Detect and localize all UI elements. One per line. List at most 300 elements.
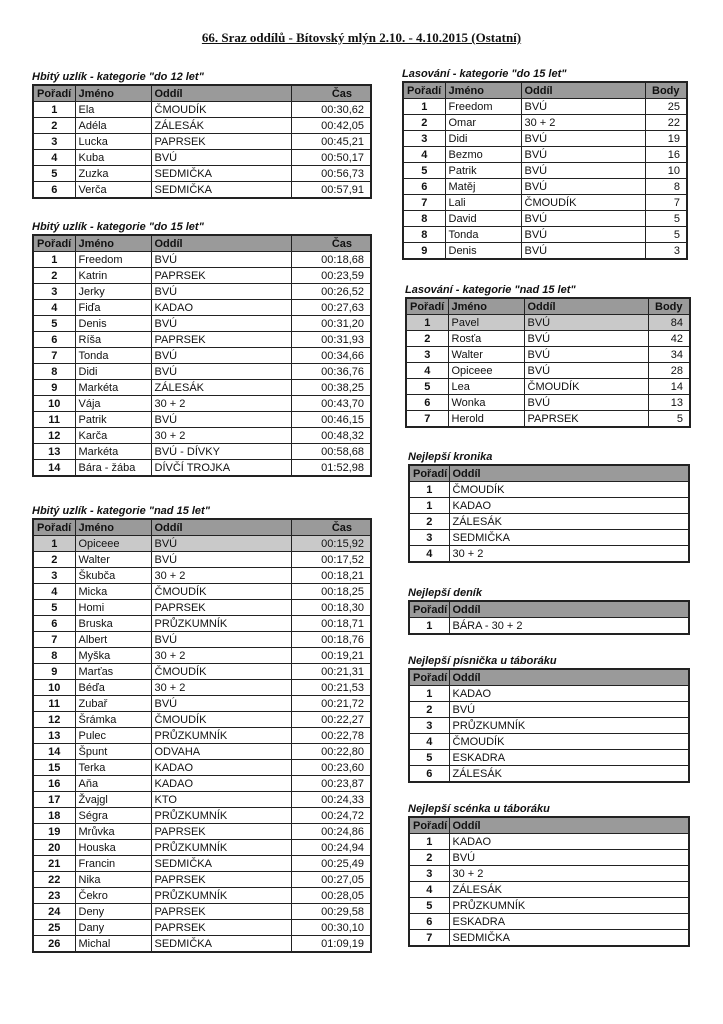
table-cell: 26 — [33, 936, 75, 953]
table-row — [33, 252, 371, 268]
table-cell: 00:42,05 — [291, 118, 371, 134]
table-cell: 00:18,30 — [291, 600, 371, 616]
table-cell: 00:31,20 — [291, 316, 371, 332]
table-cell: 5 — [406, 379, 448, 395]
table-cell: SEDMIČKA — [151, 182, 291, 199]
table-cell: Patrik — [445, 163, 521, 179]
table-cell: Walter — [448, 347, 524, 363]
table-cell: Wonka — [448, 395, 524, 411]
table-row — [409, 514, 689, 530]
table-cell: Mrůvka — [75, 824, 151, 840]
table-row — [403, 195, 687, 211]
table-row — [33, 284, 371, 300]
table-cell: SEDMIČKA — [151, 936, 291, 953]
table-row — [33, 904, 371, 920]
table-cell: 2 — [409, 514, 449, 530]
table-row — [33, 396, 371, 412]
table-cell: 16 — [33, 776, 75, 792]
table-cell: 00:24,86 — [291, 824, 371, 840]
table-cell: Houska — [75, 840, 151, 856]
results-table — [402, 81, 688, 260]
table-cell: 84 — [648, 315, 690, 331]
table-row — [406, 411, 690, 428]
table-row — [406, 379, 690, 395]
section-title: Nejlepší písnička u táboráku — [408, 655, 557, 667]
table-cell: 7 — [645, 195, 687, 211]
table-cell: ČMOUDÍK — [524, 379, 648, 395]
table-row — [33, 664, 371, 680]
table-cell: 1 — [403, 99, 445, 115]
table-cell: KADAO — [449, 686, 689, 702]
table-cell: 00:22,78 — [291, 728, 371, 744]
table-cell: 8 — [33, 648, 75, 664]
table-cell: PAPRSEK — [151, 920, 291, 936]
table-cell: 30 + 2 — [151, 396, 291, 412]
table-cell: 10 — [645, 163, 687, 179]
table-cell: 3 — [409, 718, 449, 734]
results-table — [32, 518, 372, 953]
table-cell: Dany — [75, 920, 151, 936]
table-row — [33, 936, 371, 953]
table-cell: 3 — [645, 243, 687, 260]
table-cell: PAPRSEK — [524, 411, 648, 428]
table-cell: 13 — [648, 395, 690, 411]
table-cell: 3 — [33, 134, 75, 150]
table-cell: 1 — [409, 686, 449, 702]
table-cell: 00:43,70 — [291, 396, 371, 412]
table-row — [33, 696, 371, 712]
table-cell: ESKADRA — [449, 914, 689, 930]
table-cell: DÍVČÍ TROJKA — [151, 460, 291, 477]
table-row — [33, 134, 371, 150]
table-cell: 00:18,68 — [291, 252, 371, 268]
section-lasovani-do-15 — [402, 67, 688, 260]
table-cell: 00:24,72 — [291, 808, 371, 824]
column-header: Oddíl — [524, 298, 648, 315]
table-cell: Micka — [75, 584, 151, 600]
table-cell: Michal — [75, 936, 151, 953]
table-cell: Lucka — [75, 134, 151, 150]
table-cell: 5 — [403, 163, 445, 179]
table-cell: 3 — [33, 284, 75, 300]
table-cell: Pavel — [448, 315, 524, 331]
table-row — [33, 182, 371, 199]
table-cell: 00:27,63 — [291, 300, 371, 316]
table-cell: KADAO — [151, 300, 291, 316]
table-cell: 13 — [33, 444, 75, 460]
table-cell: 00:18,25 — [291, 584, 371, 600]
table-row — [33, 680, 371, 696]
table-cell: Ségra — [75, 808, 151, 824]
table-row — [409, 914, 689, 930]
table-cell: 5 — [33, 316, 75, 332]
table-cell: 3 — [409, 530, 449, 546]
column-header: Oddíl — [449, 465, 689, 482]
section-title: Nejlepší kronika — [408, 451, 493, 463]
table-cell: Tonda — [75, 348, 151, 364]
table-cell: Markéta — [75, 380, 151, 396]
table-cell: 4 — [33, 584, 75, 600]
table-cell: 00:36,76 — [291, 364, 371, 380]
table-cell: Ríša — [75, 332, 151, 348]
table-row — [33, 888, 371, 904]
table-cell: Verča — [75, 182, 151, 199]
table-row — [403, 243, 687, 260]
table-cell: 6 — [409, 914, 449, 930]
table-row — [409, 734, 689, 750]
section-title: Lasování - kategorie "do 15 let" — [402, 68, 567, 80]
table-cell: 9 — [33, 664, 75, 680]
table-row — [33, 332, 371, 348]
table-cell: PRŮZKUMNÍK — [449, 898, 689, 914]
table-cell: 28 — [648, 363, 690, 379]
table-cell: BVÚ — [521, 211, 645, 227]
table-cell: 25 — [33, 920, 75, 936]
table-cell: 25 — [645, 99, 687, 115]
table-cell: 00:56,73 — [291, 166, 371, 182]
table-row — [33, 412, 371, 428]
table-row — [33, 712, 371, 728]
table-cell: BVÚ — [151, 316, 291, 332]
table-cell: 7 — [33, 632, 75, 648]
table-cell: 10 — [33, 396, 75, 412]
table-cell: 6 — [409, 766, 449, 783]
table-row — [33, 166, 371, 182]
table-row — [403, 131, 687, 147]
table-cell: 30 + 2 — [151, 648, 291, 664]
column-header: Jméno — [448, 298, 524, 315]
table-row — [33, 568, 371, 584]
column-header: Čas — [291, 519, 371, 536]
table-cell: 6 — [406, 395, 448, 411]
table-row — [33, 600, 371, 616]
table-cell: Zubař — [75, 696, 151, 712]
table-cell: ZÁLESÁK — [151, 118, 291, 134]
table-row — [409, 546, 689, 563]
table-cell: 00:21,72 — [291, 696, 371, 712]
table-cell: 00:25,49 — [291, 856, 371, 872]
table-cell: Čekro — [75, 888, 151, 904]
table-cell: 1 — [33, 252, 75, 268]
table-cell: BVÚ — [151, 536, 291, 552]
table-row — [33, 150, 371, 166]
table-cell: 21 — [33, 856, 75, 872]
table-row — [33, 728, 371, 744]
table-cell: 19 — [33, 824, 75, 840]
section-title: Hbitý uzlík - kategorie "nad 15 let" — [32, 505, 210, 517]
column-header: Pořadí — [403, 82, 445, 99]
table-row — [403, 147, 687, 163]
table-cell: 2 — [403, 115, 445, 131]
table-row — [409, 834, 689, 850]
table-cell: 00:58,68 — [291, 444, 371, 460]
results-table — [32, 84, 372, 199]
table-cell: BVÚ — [151, 348, 291, 364]
table-cell: 00:57,91 — [291, 182, 371, 199]
table-cell: 01:52,98 — [291, 460, 371, 477]
table-cell: 1 — [409, 498, 449, 514]
column-header: Oddíl — [449, 817, 689, 834]
table-cell: 3 — [403, 131, 445, 147]
table-header-row — [409, 465, 689, 482]
table-cell: 1 — [409, 618, 449, 635]
table-cell: Denis — [445, 243, 521, 260]
table-cell: 2 — [406, 331, 448, 347]
table-cell: 00:38,25 — [291, 380, 371, 396]
table-cell: 23 — [33, 888, 75, 904]
table-cell: Fiďa — [75, 300, 151, 316]
table-cell: 00:31,93 — [291, 332, 371, 348]
table-row — [409, 702, 689, 718]
table-cell: Zuzka — [75, 166, 151, 182]
table-row — [33, 824, 371, 840]
table-row — [33, 102, 371, 118]
table-cell: 30 + 2 — [449, 546, 689, 563]
table-cell: BVÚ — [521, 99, 645, 115]
table-cell: BVÚ — [449, 850, 689, 866]
section-title: Hbitý uzlík - kategorie "do 15 let" — [32, 221, 204, 233]
column-header: Pořadí — [33, 519, 75, 536]
table-cell: Bára - žába — [75, 460, 151, 477]
table-cell: 00:48,32 — [291, 428, 371, 444]
table-cell: KTO — [151, 792, 291, 808]
table-cell: SEDMIČKA — [449, 930, 689, 947]
table-cell: 30 + 2 — [449, 866, 689, 882]
table-cell: PAPRSEK — [151, 872, 291, 888]
table-cell: 00:30,10 — [291, 920, 371, 936]
table-cell: 22 — [33, 872, 75, 888]
table-cell: 6 — [33, 616, 75, 632]
table-cell: 00:22,27 — [291, 712, 371, 728]
table-cell: BVÚ — [151, 412, 291, 428]
table-row — [33, 536, 371, 552]
table-cell: 16 — [645, 147, 687, 163]
table-row — [403, 179, 687, 195]
table-row — [409, 882, 689, 898]
table-cell: 5 — [645, 227, 687, 243]
table-cell: 6 — [403, 179, 445, 195]
table-cell: 01:09,19 — [291, 936, 371, 953]
table-cell: BVÚ — [521, 179, 645, 195]
table-cell: Terka — [75, 760, 151, 776]
table-cell: Herold — [448, 411, 524, 428]
table-cell: 2 — [33, 118, 75, 134]
table-row — [409, 618, 689, 635]
table-cell: Homi — [75, 600, 151, 616]
table-cell: Katrin — [75, 268, 151, 284]
table-cell: 00:26,52 — [291, 284, 371, 300]
table-cell: BVÚ — [151, 150, 291, 166]
table-cell: Myška — [75, 648, 151, 664]
table-cell: 00:28,05 — [291, 888, 371, 904]
table-row — [409, 930, 689, 947]
table-cell: 14 — [648, 379, 690, 395]
table-cell: Marťas — [75, 664, 151, 680]
table-cell: Matěj — [445, 179, 521, 195]
section-nejlepsi-pisnicka — [408, 654, 690, 783]
table-cell: Vája — [75, 396, 151, 412]
table-row — [33, 268, 371, 284]
table-cell: 11 — [33, 696, 75, 712]
table-row — [33, 632, 371, 648]
table-cell: ZÁLESÁK — [449, 514, 689, 530]
table-cell: Nika — [75, 872, 151, 888]
table-row — [403, 115, 687, 131]
table-header-row — [409, 601, 689, 618]
table-cell: PAPRSEK — [151, 268, 291, 284]
table-cell: BVÚ — [151, 632, 291, 648]
table-cell: 12 — [33, 712, 75, 728]
table-cell: ČMOUDÍK — [151, 664, 291, 680]
table-header-row — [33, 519, 371, 536]
table-row — [409, 766, 689, 783]
table-cell: PRŮZKUMNÍK — [151, 808, 291, 824]
table-cell: 20 — [33, 840, 75, 856]
results-table — [405, 297, 691, 428]
table-cell: KADAO — [449, 498, 689, 514]
table-cell: 1 — [33, 102, 75, 118]
table-cell: 4 — [403, 147, 445, 163]
table-row — [409, 686, 689, 702]
table-cell: 7 — [409, 930, 449, 947]
table-row — [33, 920, 371, 936]
table-cell: KADAO — [449, 834, 689, 850]
table-cell: ČMOUDÍK — [151, 584, 291, 600]
table-cell: ZÁLESÁK — [151, 380, 291, 396]
table-cell: 7 — [406, 411, 448, 428]
table-cell: Freedom — [75, 252, 151, 268]
table-cell: Rosťa — [448, 331, 524, 347]
table-header-row — [409, 817, 689, 834]
table-cell: 00:29,58 — [291, 904, 371, 920]
table-cell: Opiceee — [75, 536, 151, 552]
table-cell: 00:50,17 — [291, 150, 371, 166]
table-row — [33, 364, 371, 380]
table-cell: 00:23,87 — [291, 776, 371, 792]
table-row — [409, 750, 689, 766]
table-cell: Adéla — [75, 118, 151, 134]
table-cell: 2 — [33, 268, 75, 284]
table-cell: 00:22,80 — [291, 744, 371, 760]
table-cell: 00:24,33 — [291, 792, 371, 808]
table-cell: 1 — [406, 315, 448, 331]
table-row — [409, 718, 689, 734]
table-row — [406, 315, 690, 331]
table-cell: SEDMIČKA — [151, 856, 291, 872]
section-title: Lasování - kategorie "nad 15 let" — [405, 284, 576, 296]
table-row — [33, 380, 371, 396]
column-header: Oddíl — [151, 85, 291, 102]
table-row — [33, 760, 371, 776]
table-row — [33, 744, 371, 760]
table-cell: 4 — [33, 150, 75, 166]
column-header: Pořadí — [33, 235, 75, 252]
table-cell: PAPRSEK — [151, 134, 291, 150]
table-cell: 30 + 2 — [151, 428, 291, 444]
table-cell: 00:27,05 — [291, 872, 371, 888]
column-header: Čas — [291, 85, 371, 102]
table-cell: 4 — [409, 546, 449, 563]
table-header-row — [409, 669, 689, 686]
table-cell: BVÚ — [521, 243, 645, 260]
table-cell: 30 + 2 — [151, 680, 291, 696]
table-cell: 9 — [403, 243, 445, 260]
table-cell: BVÚ — [151, 696, 291, 712]
results-table — [408, 464, 690, 563]
table-cell: BVÚ — [521, 147, 645, 163]
table-cell: 10 — [33, 680, 75, 696]
table-cell: 00:18,21 — [291, 568, 371, 584]
table-cell: 00:17,52 — [291, 552, 371, 568]
table-cell: BVÚ — [524, 347, 648, 363]
table-cell: 19 — [645, 131, 687, 147]
table-cell: Deny — [75, 904, 151, 920]
table-cell: 00:21,53 — [291, 680, 371, 696]
table-cell: Tonda — [445, 227, 521, 243]
table-cell: 24 — [33, 904, 75, 920]
table-cell: Bruska — [75, 616, 151, 632]
table-row — [409, 898, 689, 914]
table-cell: BVÚ — [521, 163, 645, 179]
table-cell: 5 — [409, 750, 449, 766]
column-header: Jméno — [75, 85, 151, 102]
table-cell: 15 — [33, 760, 75, 776]
table-cell: 14 — [33, 744, 75, 760]
table-cell: ZÁLESÁK — [449, 766, 689, 783]
table-cell: BÁRA - 30 + 2 — [449, 618, 689, 635]
table-cell: PRŮZKUMNÍK — [151, 840, 291, 856]
column-header: Pořadí — [409, 669, 449, 686]
table-cell: Omar — [445, 115, 521, 131]
table-cell: 00:24,94 — [291, 840, 371, 856]
table-row — [403, 211, 687, 227]
table-row — [33, 648, 371, 664]
table-cell: Patrik — [75, 412, 151, 428]
table-cell: 6 — [33, 332, 75, 348]
table-cell: 4 — [409, 882, 449, 898]
table-cell: 7 — [403, 195, 445, 211]
table-cell: 6 — [33, 182, 75, 199]
table-row — [33, 460, 371, 477]
table-cell: PRŮZKUMNÍK — [449, 718, 689, 734]
table-row — [33, 348, 371, 364]
table-cell: 2 — [409, 850, 449, 866]
table-row — [33, 856, 371, 872]
section-nejlepsi-denik — [408, 586, 690, 635]
table-cell: KADAO — [151, 776, 291, 792]
table-cell: 00:21,31 — [291, 664, 371, 680]
table-row — [406, 363, 690, 379]
table-cell: 00:45,21 — [291, 134, 371, 150]
table-cell: 00:18,71 — [291, 616, 371, 632]
table-cell: BVÚ — [521, 131, 645, 147]
section-uzlik-do-12 — [32, 70, 372, 199]
table-cell: Kuba — [75, 150, 151, 166]
table-cell: 00:30,62 — [291, 102, 371, 118]
column-header: Oddíl — [151, 519, 291, 536]
table-cell: 1 — [409, 834, 449, 850]
table-cell: ČMOUDÍK — [449, 734, 689, 750]
table-cell: ČMOUDÍK — [151, 712, 291, 728]
column-header: Jméno — [75, 519, 151, 536]
table-cell: 8 — [33, 364, 75, 380]
table-cell: BVÚ — [151, 284, 291, 300]
results-table — [408, 668, 690, 783]
table-cell: 8 — [403, 211, 445, 227]
table-cell: Didi — [75, 364, 151, 380]
table-cell: 00:46,15 — [291, 412, 371, 428]
table-row — [33, 616, 371, 632]
